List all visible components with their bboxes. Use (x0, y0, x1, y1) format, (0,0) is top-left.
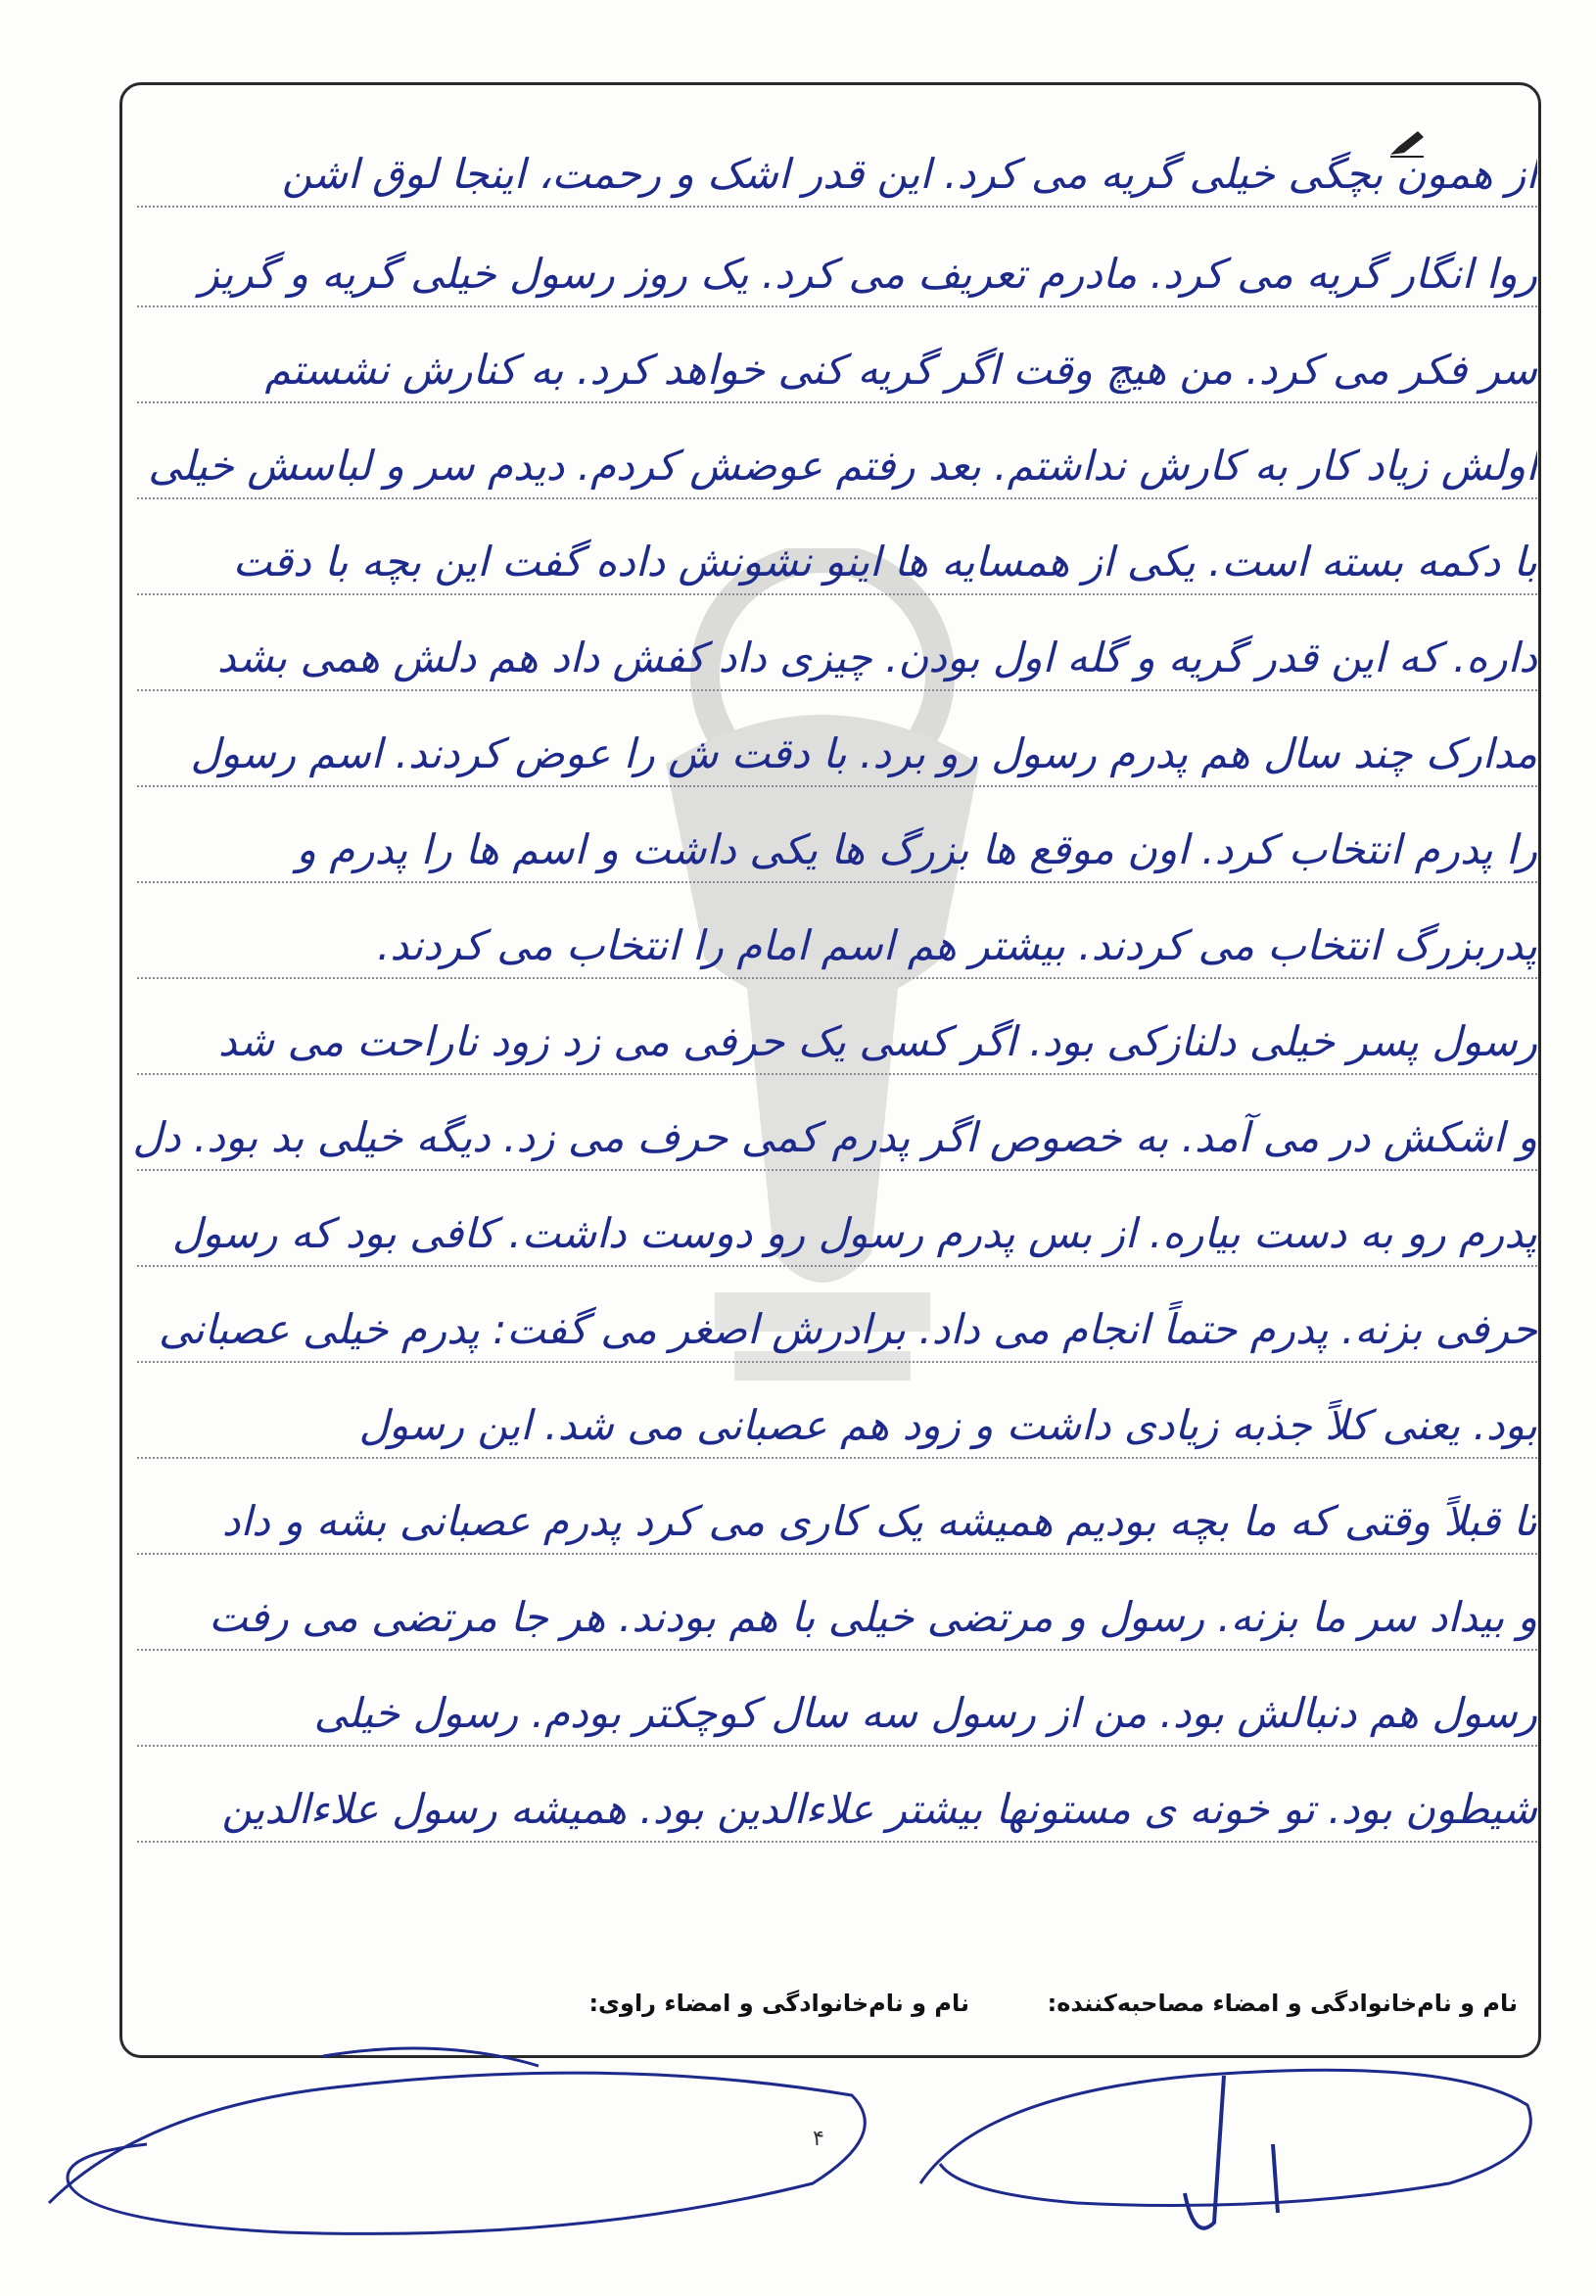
ruled-line (137, 689, 1537, 691)
handwritten-line-14: بود. یعنی کلاً جذبه زیادی داشت و زود هم عصبانی می شد. این رسول (358, 1401, 1537, 1449)
ruled-line (137, 977, 1537, 979)
ruled-line (137, 1073, 1537, 1075)
ruled-line (137, 1745, 1537, 1747)
ruled-line (137, 1457, 1537, 1459)
ruled-line (137, 1361, 1537, 1363)
interviewer-signature (901, 2017, 1567, 2262)
handwritten-line-11: و اشکش در می آمد. به خصوص اگر پدرم کمی حرف می زد. دیگه خیلی بد بود. دل (132, 1113, 1537, 1161)
ruled-line (137, 1649, 1537, 1651)
ruled-line (137, 305, 1537, 307)
ruled-line (137, 593, 1537, 595)
ruled-line (137, 497, 1537, 499)
ruled-line (137, 1553, 1537, 1555)
handwritten-line-7: مدارک چند سال هم پدرم رسول رو برد. با دقت ش را عوض کردند. اسم رسول (190, 729, 1537, 777)
handwritten-line-3: سر فکر می کرد. من هیچ وقت اگر گریه کنی خواهد کرد. به کنارش نشستم (264, 346, 1537, 394)
handwritten-line-6: داره. که این قدر گریه و گله اول بودن. چیزی داد کفش داد هم دلش همی بشد (216, 633, 1537, 681)
handwritten-line-2: روا انگار گریه می کرد. مادرم تعریف می کرد. یک روز رسول خیلی گریه و گریز (199, 250, 1537, 298)
interviewer-signature-label: نام و نام‌خانوادگی و امضاء مصاحبه‌کننده: (1047, 1990, 1518, 2017)
handwritten-line-1: از همون بچگی خیلی گریه می کرد. این قدر اشک و رحمت، اینجا لوق اشن (281, 150, 1537, 198)
ruled-line (137, 206, 1537, 208)
narrator-signature-label: نام و نام‌خانوادگی و امضاء راوی: (588, 1990, 969, 2017)
ruled-line (137, 1265, 1537, 1267)
ruled-line (137, 401, 1537, 403)
handwritten-line-12: پدرم رو به دست بیاره. از بس پدرم رسول رو دوست داشت. کافی بود که رسول (171, 1209, 1537, 1257)
ruled-line (137, 785, 1537, 787)
ruled-line (137, 1841, 1537, 1843)
page-number: ۴ (813, 2127, 824, 2151)
ruled-line (137, 1169, 1537, 1171)
ruled-line (137, 881, 1537, 883)
handwritten-line-9: پدربزرگ انتخاب می کردند. بیشتر هم اسم امام را انتخاب می کردند. (376, 921, 1537, 969)
handwritten-line-18: شیطون بود. تو خونه ی مستونها بیشتر علاءالدین بود. همیشه رسول علاءالدین (221, 1785, 1537, 1833)
handwritten-line-5: با دکمه بسته است. یکی از همسایه ها اینو نشونش داده گفت این بچه با دقت (232, 538, 1537, 586)
handwritten-line-16: و بیداد سر ما بزنه. رسول و مرتضی خیلی با هم بودند. هر جا مرتضی می رفت (209, 1593, 1537, 1641)
handwritten-line-10: رسول پسر خیلی دلنازکی بود. اگر کسی یک حرفی می زد زود ناراحت می شد (217, 1017, 1537, 1065)
handwritten-line-13: حرفی بزنه. پدرم حتماً انجام می داد. برادرش اصغر می گفت: پدرم خیلی عصبانی (158, 1305, 1537, 1353)
handwritten-line-4: اولش زیاد کار به کارش نداشتم. بعد رفتم عوضش کردم. دیدم سر و لباسش خیلی (148, 442, 1537, 490)
handwritten-line-15: تا قبلاً وقتی که ما بچه بودیم همیشه یک کاری می کرد پدرم عصبانی بشه و داد (221, 1497, 1537, 1545)
narrator-signature (29, 1997, 911, 2252)
handwritten-line-17: رسول هم دنبالش بود. من از رسول سه سال کوچکتر بودم. رسول خیلی (313, 1689, 1537, 1737)
handwritten-line-8: را پدرم انتخاب کرد. اون موقع ها بزرگ ها یکی داشت و اسم ها را پدرم و (296, 825, 1537, 873)
